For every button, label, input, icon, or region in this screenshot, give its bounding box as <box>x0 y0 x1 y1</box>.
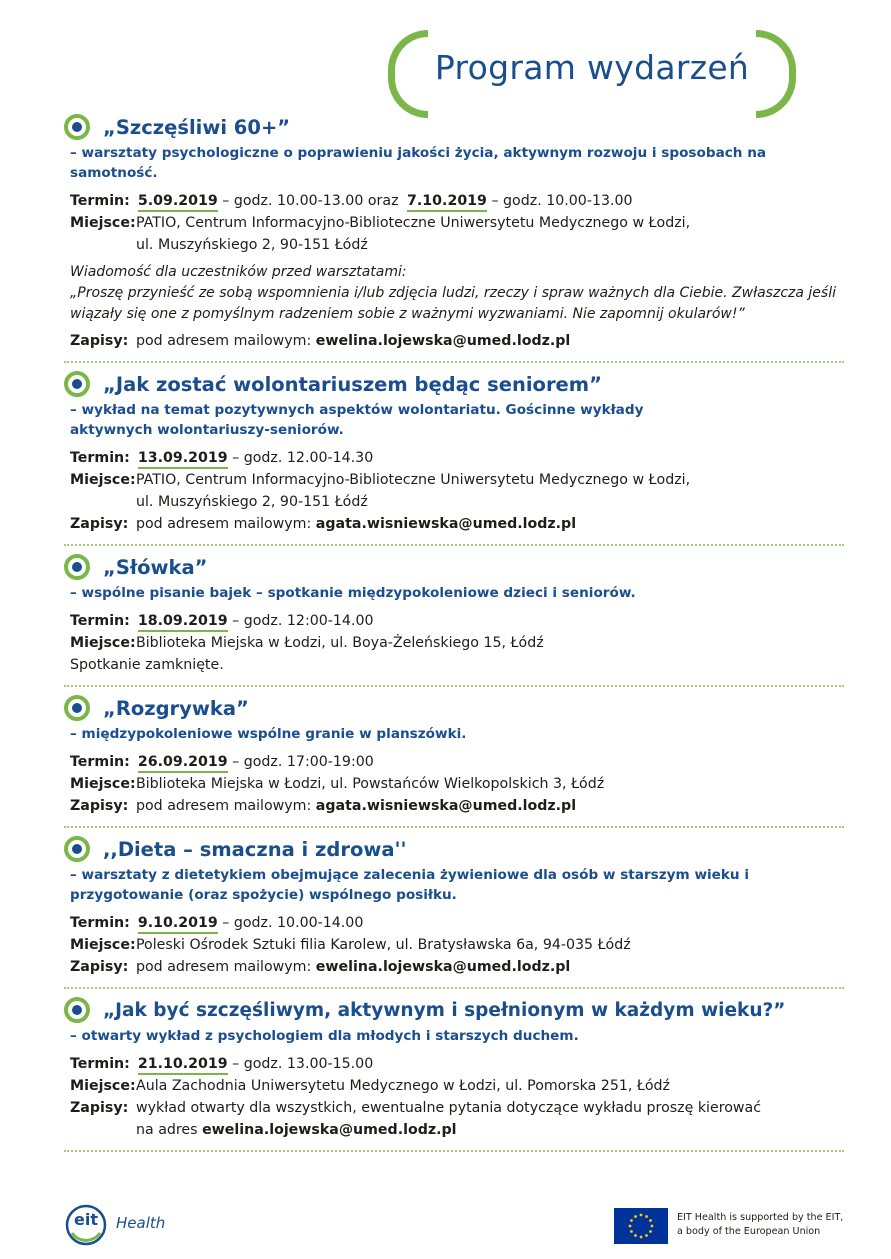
event-date: 26.09.2019 <box>138 753 228 773</box>
zapisy-label: Zapisy: <box>70 1100 129 1116</box>
termin-label: Termin: <box>70 193 130 209</box>
event-place: Aula Zachodnia Uniwersytetu Medycznego w Łodzi, ul. Pomorska 251, Łódź <box>136 1078 670 1094</box>
event-place: ul. Muszyńskiego 2, 90-151 Łódź <box>136 237 368 253</box>
event-time: – godz. 10.00-13.00 oraz <box>222 193 399 209</box>
event-date: 21.10.2019 <box>138 1055 228 1075</box>
signup-info: wykład otwarty dla wszystkich, ewentualne pytania dotyczące wykładu proszę kierować <box>136 1100 762 1116</box>
zapisy-row <box>70 795 844 817</box>
eu-star-icon <box>649 1230 652 1233</box>
termin-label: Termin: <box>70 450 130 466</box>
event-title: „Jak być szczęśliwym, aktywnym i spełnionym w każdym wieku?” <box>103 999 786 1021</box>
event-title: „Rozgrywka” <box>103 696 249 720</box>
miejsce-row <box>70 934 844 956</box>
bullet-circle-icon <box>64 836 90 862</box>
termin-row <box>70 190 844 212</box>
event-subtitle: – warsztaty z dietetykiem obejmujące zalecenia żywieniowe dla osób w starszym wieku i przygotowanie (oraz spożycie) wspólnego posiłku. <box>70 867 749 903</box>
miejsce-label: Miejsce: <box>70 635 136 651</box>
eu-support-line: EIT Health is supported by the EIT, <box>677 1212 844 1223</box>
event-date: 13.09.2019 <box>138 449 228 469</box>
termin-label: Termin: <box>70 613 130 629</box>
termin-label: Termin: <box>70 754 130 770</box>
bullet-circle-icon <box>64 997 90 1023</box>
note-heading: Wiadomość dla uczestników przed warsztatami: <box>70 264 407 280</box>
event-title: „Słówka” <box>103 555 208 579</box>
signup-email[interactable]: agata.wisniewska@umed.lodz.pl <box>315 798 577 814</box>
eu-star-icon <box>630 1219 633 1222</box>
participant-note <box>70 262 844 325</box>
termin-row <box>70 751 844 773</box>
event-subtitle: – warsztaty psychologiczne o poprawieniu jakości życia, aktywnym rozwoju i sposobach na samotność. <box>70 145 767 181</box>
eu-star-icon <box>645 1215 648 1218</box>
event-date: 5.09.2019 <box>138 192 218 212</box>
event-dieta <box>64 828 844 989</box>
event-subtitle: – wykład na temat pozytywnych aspektów wolontariatu. Gościnne wykłady aktywnych wolontariuszy-seniorów. <box>70 402 644 438</box>
eu-support-text <box>677 1211 857 1239</box>
zapisy-label: Zapisy: <box>70 959 129 975</box>
miejsce-row <box>70 212 844 256</box>
miejsce-label: Miejsce: <box>70 937 136 953</box>
event-place: PATIO, Centrum Informacyjno-Biblioteczne Uniwersytetu Medycznego w Łodzi, <box>136 215 691 231</box>
event-place: ul. Muszyńskiego 2, 90-151 Łódź <box>136 494 368 510</box>
event-subtitle: – wspólne pisanie bajek – spotkanie międzypokoleniowe dzieci i seniorów. <box>70 585 636 601</box>
zapisy-row <box>70 513 844 535</box>
signup-prefix: na adres <box>136 1122 198 1138</box>
eu-star-icon <box>640 1214 643 1217</box>
eu-star-icon <box>630 1230 633 1233</box>
footer <box>0 1195 891 1255</box>
miejsce-label: Miejsce: <box>70 215 136 231</box>
event-subtitle: – otwarty wykład z psychologiem dla młodych i starszych duchem. <box>70 1028 579 1044</box>
bullet-circle-icon <box>64 371 90 397</box>
signup-prefix: pod adresem mailowym: <box>136 333 312 349</box>
event-time: – godz. 12.00-14.30 <box>232 450 374 466</box>
event-subtitle: – międzypokoleniowe wspólne granie w planszówki. <box>70 726 467 742</box>
signup-email[interactable]: ewelina.lojewska@umed.lodz.pl <box>202 1122 457 1138</box>
termin-row <box>70 447 844 469</box>
event-place: PATIO, Centrum Informacyjno-Biblioteczne Uniwersytetu Medycznego w Łodzi, <box>136 472 691 488</box>
zapisy-row <box>70 330 844 352</box>
event-place: Biblioteka Miejska w Łodzi, ul. Boya-Żeleńskiego 15, Łódź <box>136 635 544 651</box>
signup-prefix: pod adresem mailowym: <box>136 959 312 975</box>
note-text: „Proszę przynieść ze sobą wspomnienia i/lub zdjęcia ludzi, rzeczy i spraw ważnych dla Ciebie. Zwłaszcza jeśli wiązały się one z pomyślnym radzeniem sobie z ważnymi wyzwaniami. Nie zapomnij okularów!” <box>70 285 836 322</box>
event-date: 9.10.2019 <box>138 914 218 934</box>
signup-email[interactable]: agata.wisniewska@umed.lodz.pl <box>315 516 577 532</box>
zapisy-label: Zapisy: <box>70 516 129 532</box>
event-date: 18.09.2019 <box>138 612 228 632</box>
miejsce-row <box>70 1075 844 1097</box>
event-date: 7.10.2019 <box>407 192 487 212</box>
eu-star-icon <box>634 1234 637 1237</box>
event-szczesliwy-w-kazdym-wieku <box>64 989 844 1152</box>
eu-star-icon <box>645 1234 648 1237</box>
termin-row <box>70 610 844 632</box>
miejsce-label: Miejsce: <box>70 776 136 792</box>
eu-support-line: a body of the European Union <box>677 1226 821 1237</box>
zapisy-row <box>70 1097 844 1141</box>
event-slowka <box>64 546 844 687</box>
event-list <box>64 112 844 1152</box>
signup-prefix: pod adresem mailowym: <box>136 516 312 532</box>
termin-row <box>70 912 844 934</box>
termin-row <box>70 1053 844 1075</box>
event-szczesliwi <box>64 112 844 363</box>
eu-star-icon <box>640 1236 643 1239</box>
miejsce-row <box>70 469 844 513</box>
event-title: „Jak zostać wolontariuszem będąc seniorem” <box>103 372 602 396</box>
event-title: „Szczęśliwi 60+” <box>103 115 291 139</box>
termin-label: Termin: <box>70 1056 130 1072</box>
eu-star-icon <box>634 1215 637 1218</box>
zapisy-label: Zapisy: <box>70 333 129 349</box>
event-rozgrywka <box>64 687 844 828</box>
signup-email[interactable]: ewelina.lojewska@umed.lodz.pl <box>315 959 571 975</box>
bullet-circle-icon <box>64 695 90 721</box>
eu-star-icon <box>651 1225 654 1228</box>
event-time: – godz. 17:00-19:00 <box>232 754 374 770</box>
zapisy-label: Zapisy: <box>70 798 129 814</box>
miejsce-label: Miejsce: <box>70 472 136 488</box>
page-title: Program wydarzeń <box>434 48 750 87</box>
eu-flag-icon <box>614 1208 668 1244</box>
eu-star-icon <box>649 1219 652 1222</box>
event-place: Biblioteka Miejska w Łodzi, ul. Powstańców Wielkopolskich 3, Łódź <box>136 776 605 792</box>
event-extra-note: Spotkanie zamknięte. <box>70 657 224 673</box>
event-title: ,,Dieta – smaczna i zdrowa'' <box>103 837 407 861</box>
page-title-frame <box>388 30 796 118</box>
eit-logo-text: eit <box>74 1210 98 1229</box>
event-place: Poleski Ośrodek Sztuki filia Karolew, ul. Bratysławska 6a, 94-035 Łódź <box>136 937 631 953</box>
event-time: – godz. 12:00-14.00 <box>232 613 374 629</box>
event-time: – godz. 10.00-13.00 <box>491 193 633 209</box>
bullet-circle-icon <box>64 114 90 140</box>
miejsce-label: Miejsce: <box>70 1078 136 1094</box>
miejsce-row <box>70 773 844 795</box>
miejsce-row <box>70 632 844 654</box>
event-wolontariusz <box>64 363 844 546</box>
signup-prefix: pod adresem mailowym: <box>136 798 312 814</box>
health-logo-text: Health <box>116 1214 166 1232</box>
event-time: – godz. 13.00-15.00 <box>232 1056 374 1072</box>
signup-email[interactable]: ewelina.lojewska@umed.lodz.pl <box>315 333 571 349</box>
termin-label: Termin: <box>70 915 130 931</box>
zapisy-row <box>70 956 844 978</box>
eu-star-icon <box>629 1225 632 1228</box>
event-time: – godz. 10.00-14.00 <box>222 915 364 931</box>
bullet-circle-icon <box>64 554 90 580</box>
